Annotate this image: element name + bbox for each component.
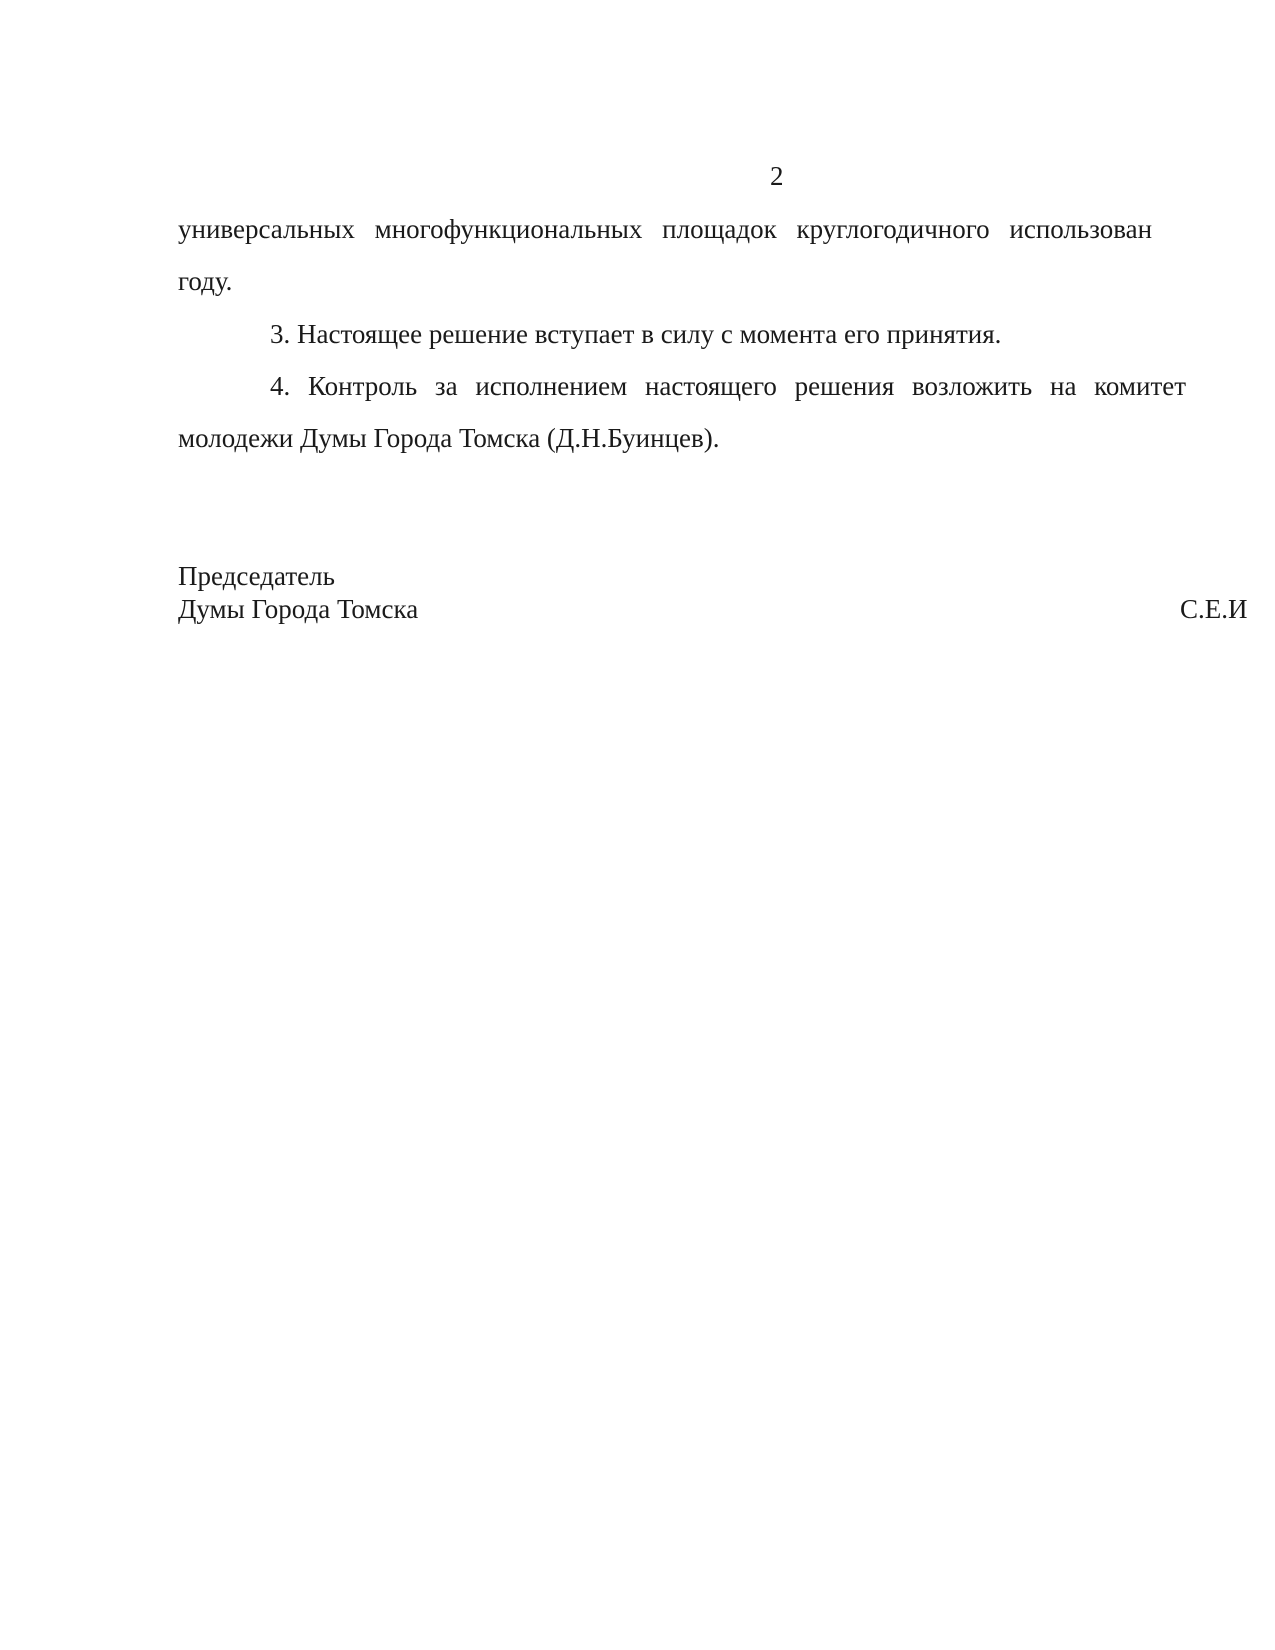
signature-title-line-1: Председатель [178,561,335,591]
page-number: 2 [770,161,784,191]
signature-name: С.Е.И [1180,594,1248,624]
item-4-line-2: молодежи Думы Города Томска (Д.Н.Буинцев). [178,423,720,453]
paragraph-continuation-line: универсальных многофункциональных площадок круглогодичного использован [178,214,1153,244]
item-3-text: 3. Настоящее решение вступает в силу с момента его принятия. [270,319,1002,349]
item-4-line-1: 4. Контроль за исполнением настоящего решения возложить на комитет [270,371,1187,401]
paragraph-continuation-end: году. [178,266,233,296]
signature-title-line-2: Думы Города Томска [178,594,419,624]
